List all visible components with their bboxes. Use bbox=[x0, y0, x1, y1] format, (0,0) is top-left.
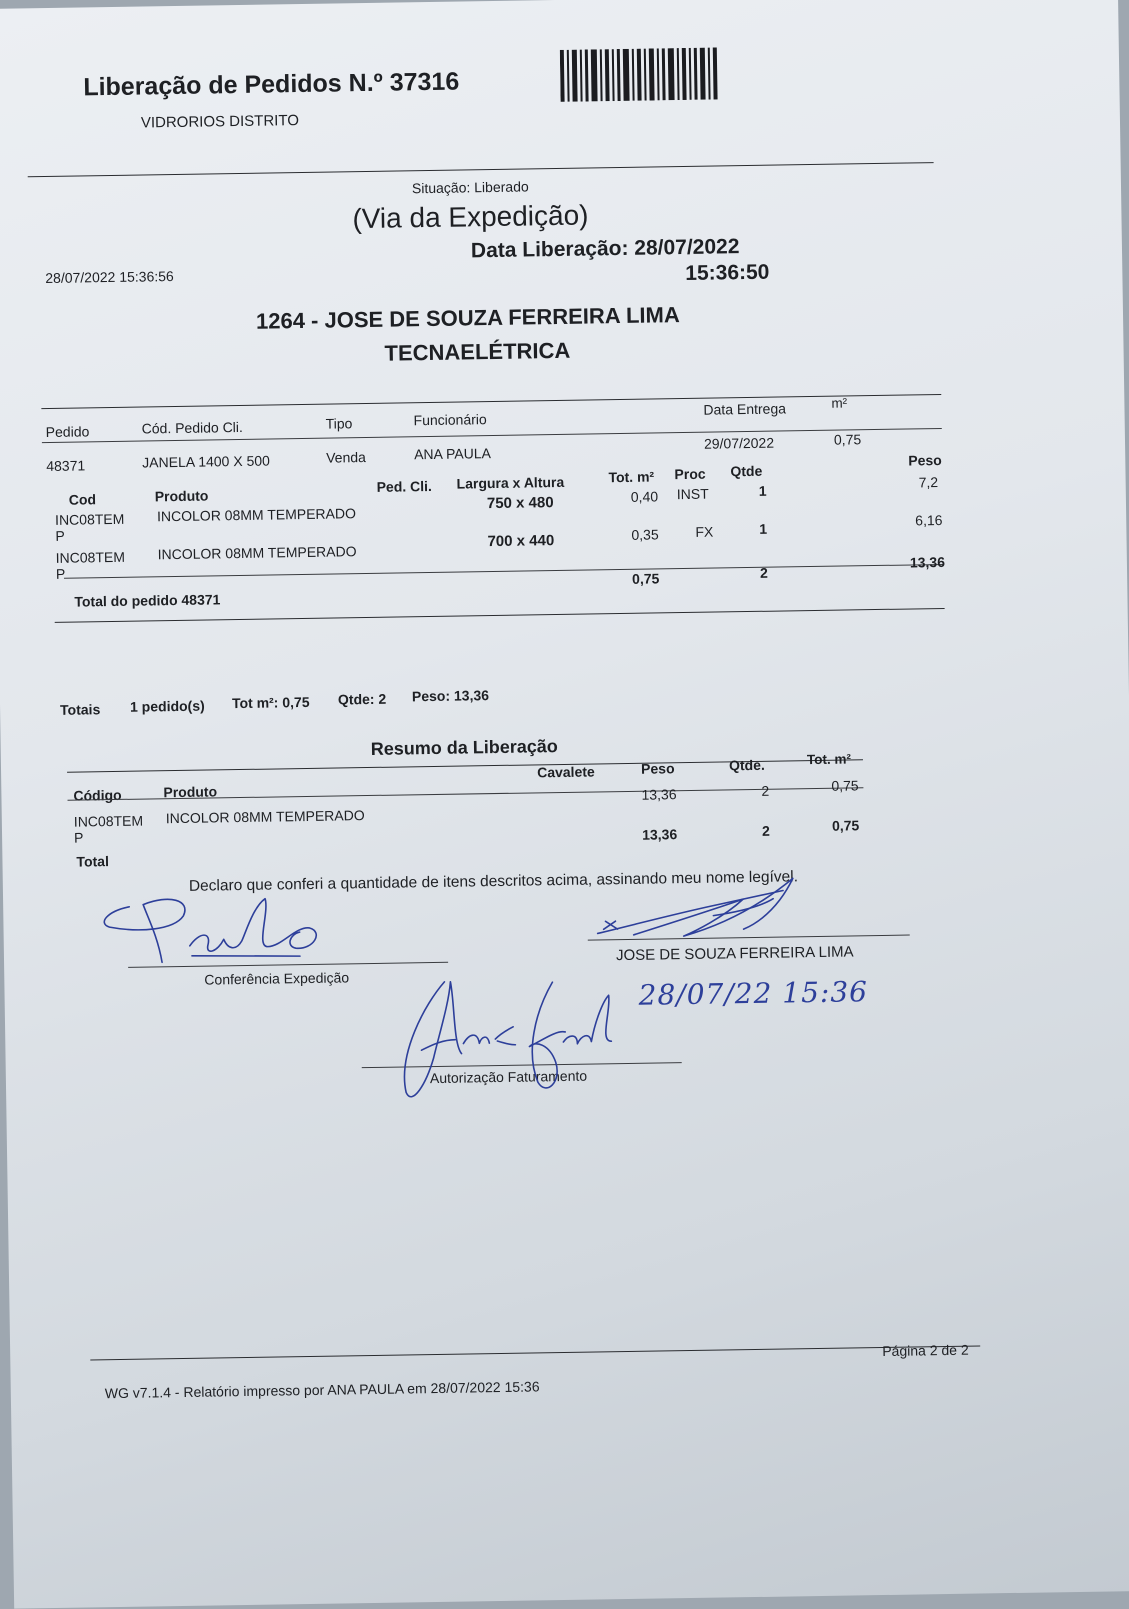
company-name: VIDRORIOS DISTRITO bbox=[140, 112, 300, 132]
release-time: 15:36:50 bbox=[685, 260, 770, 285]
item-qtde: 1 bbox=[759, 520, 768, 537]
summary-codigo-suffix: P bbox=[73, 829, 84, 846]
summary-total-label: Total bbox=[76, 853, 110, 870]
customer-company: TECNAELÉTRICA bbox=[384, 337, 571, 366]
footer-line bbox=[90, 1345, 980, 1360]
order-delivery-date: 29/07/2022 bbox=[703, 434, 775, 452]
order-type: Venda bbox=[326, 449, 367, 466]
summary-tot-m2: 0,75 bbox=[831, 777, 859, 794]
order-number: 48371 bbox=[46, 457, 86, 475]
summary-total-qtde: 2 bbox=[761, 822, 771, 839]
summary-col-peso: Peso bbox=[640, 760, 675, 777]
item-col-tot-m2: Tot. m² bbox=[608, 468, 655, 486]
item-cod-suffix: P bbox=[55, 527, 65, 544]
signature-label-cliente: JOSE DE SOUZA FERREIRA LIMA bbox=[615, 943, 854, 965]
col-tipo: Tipo bbox=[325, 415, 353, 432]
order-top-line bbox=[41, 394, 941, 409]
col-funcionario: Funcionário bbox=[413, 411, 487, 429]
item-peso: 7,2 bbox=[918, 474, 939, 491]
release-date: Data Liberação: 28/07/2022 bbox=[470, 235, 740, 263]
col-cod-pedido-cli: Cód. Pedido Cli. bbox=[141, 418, 243, 437]
summary-col-produto: Produto bbox=[163, 783, 218, 801]
order-m2: 0,75 bbox=[833, 431, 862, 448]
items-total-line bbox=[64, 564, 944, 579]
totals-label: Totais bbox=[59, 701, 101, 718]
item-produto: INCOLOR 08MM TEMPERADO bbox=[156, 505, 357, 525]
handwritten-signature-paulo bbox=[99, 883, 350, 977]
summary-col-tot-m2: Tot. m² bbox=[806, 751, 852, 768]
signature-label-autorizacao: Autorização Faturamento bbox=[429, 1067, 588, 1087]
totals-peso: Peso: 13,36 bbox=[411, 687, 490, 705]
item-col-largura-altura: Largura x Altura bbox=[456, 473, 565, 492]
handwritten-signature-ana-paula bbox=[384, 971, 646, 1115]
item-cod: INC08TEM bbox=[55, 548, 126, 566]
item-col-produto: Produto bbox=[154, 487, 209, 505]
item-proc: FX bbox=[695, 523, 714, 540]
handwritten-signature-cliente bbox=[593, 868, 824, 952]
summary-produto: INCOLOR 08MM TEMPERADO bbox=[165, 807, 365, 827]
item-dimensions: 750 x 480 bbox=[486, 494, 554, 513]
item-cod: INC08TEM bbox=[54, 510, 125, 528]
summary-col-codigo: Código bbox=[73, 786, 122, 804]
order-client-code: JANELA 1400 X 500 bbox=[142, 452, 270, 471]
summary-codigo: INC08TEM bbox=[73, 812, 144, 830]
printed-datetime: 28/07/2022 15:36:56 bbox=[45, 268, 174, 287]
customer-name: 1264 - JOSE DE SOUZA FERREIRA LIMA bbox=[255, 302, 680, 334]
barcode-icon bbox=[560, 47, 721, 102]
summary-peso: 13,36 bbox=[641, 786, 677, 803]
summary-title: Resumo da Liberação bbox=[370, 736, 558, 759]
item-cod-suffix: P bbox=[55, 565, 66, 582]
totals-m2: Tot m²: 0,75 bbox=[231, 693, 310, 712]
document-title: Liberação de Pedidos N.º 37316 bbox=[83, 67, 460, 102]
item-tot-m2: 0,40 bbox=[630, 488, 659, 505]
order-total-label: Total do pedido 48371 bbox=[74, 591, 221, 610]
summary-total-peso: 13,36 bbox=[642, 826, 678, 843]
signature-label-conferencia: Conferência Expedição bbox=[204, 969, 350, 988]
summary-qtde: 2 bbox=[761, 782, 770, 799]
footer-page-number: Página 2 de 2 bbox=[882, 1341, 969, 1360]
item-col-peso: Peso bbox=[908, 451, 942, 469]
item-peso: 6,16 bbox=[915, 511, 943, 529]
order-total-m2: 0,75 bbox=[631, 570, 660, 587]
header-divider bbox=[28, 162, 934, 177]
order-employee: ANA PAULA bbox=[413, 445, 492, 463]
declaration-text: Declaro que conferi a quantidade de itens descritos acima, assinando meu nome legível. bbox=[188, 868, 799, 895]
item-qtde: 1 bbox=[758, 482, 767, 499]
col-data-entrega: Data Entrega bbox=[703, 400, 787, 418]
order-total-peso: 13,36 bbox=[909, 553, 946, 571]
item-col-cod: Cod bbox=[68, 491, 97, 508]
order-bottom-line bbox=[55, 608, 945, 623]
summary-col-cavalete: Cavalete bbox=[537, 763, 595, 781]
totals-qtde: Qtde: 2 bbox=[337, 690, 387, 708]
summary-col-qtde: Qtde. bbox=[728, 756, 765, 774]
item-col-qtde: Qtde bbox=[730, 462, 763, 480]
item-dimensions: 700 x 440 bbox=[487, 532, 555, 551]
col-m2: m² bbox=[831, 395, 848, 411]
item-col-proc: Proc bbox=[674, 465, 706, 483]
status-label: Situação: Liberado bbox=[411, 178, 529, 197]
item-tot-m2: 0,35 bbox=[631, 526, 659, 543]
copy-type: (Via da Expedição) bbox=[352, 199, 589, 235]
col-pedido: Pedido bbox=[45, 423, 90, 441]
order-total-qtde: 2 bbox=[759, 564, 768, 581]
item-produto: INCOLOR 08MM TEMPERADO bbox=[157, 543, 357, 563]
footer-printed-by: WG v7.1.4 - Relatório impresso por ANA PAULA em 28/07/2022 15:36 bbox=[104, 1378, 540, 1402]
summary-total-m2: 0,75 bbox=[831, 817, 860, 834]
handwritten-date: 28/07/22 15:36 bbox=[638, 975, 869, 1012]
item-col-ped-cli: Ped. Cli. bbox=[376, 477, 432, 495]
item-proc: INST bbox=[676, 485, 709, 503]
totals-orders: 1 pedido(s) bbox=[129, 697, 205, 715]
